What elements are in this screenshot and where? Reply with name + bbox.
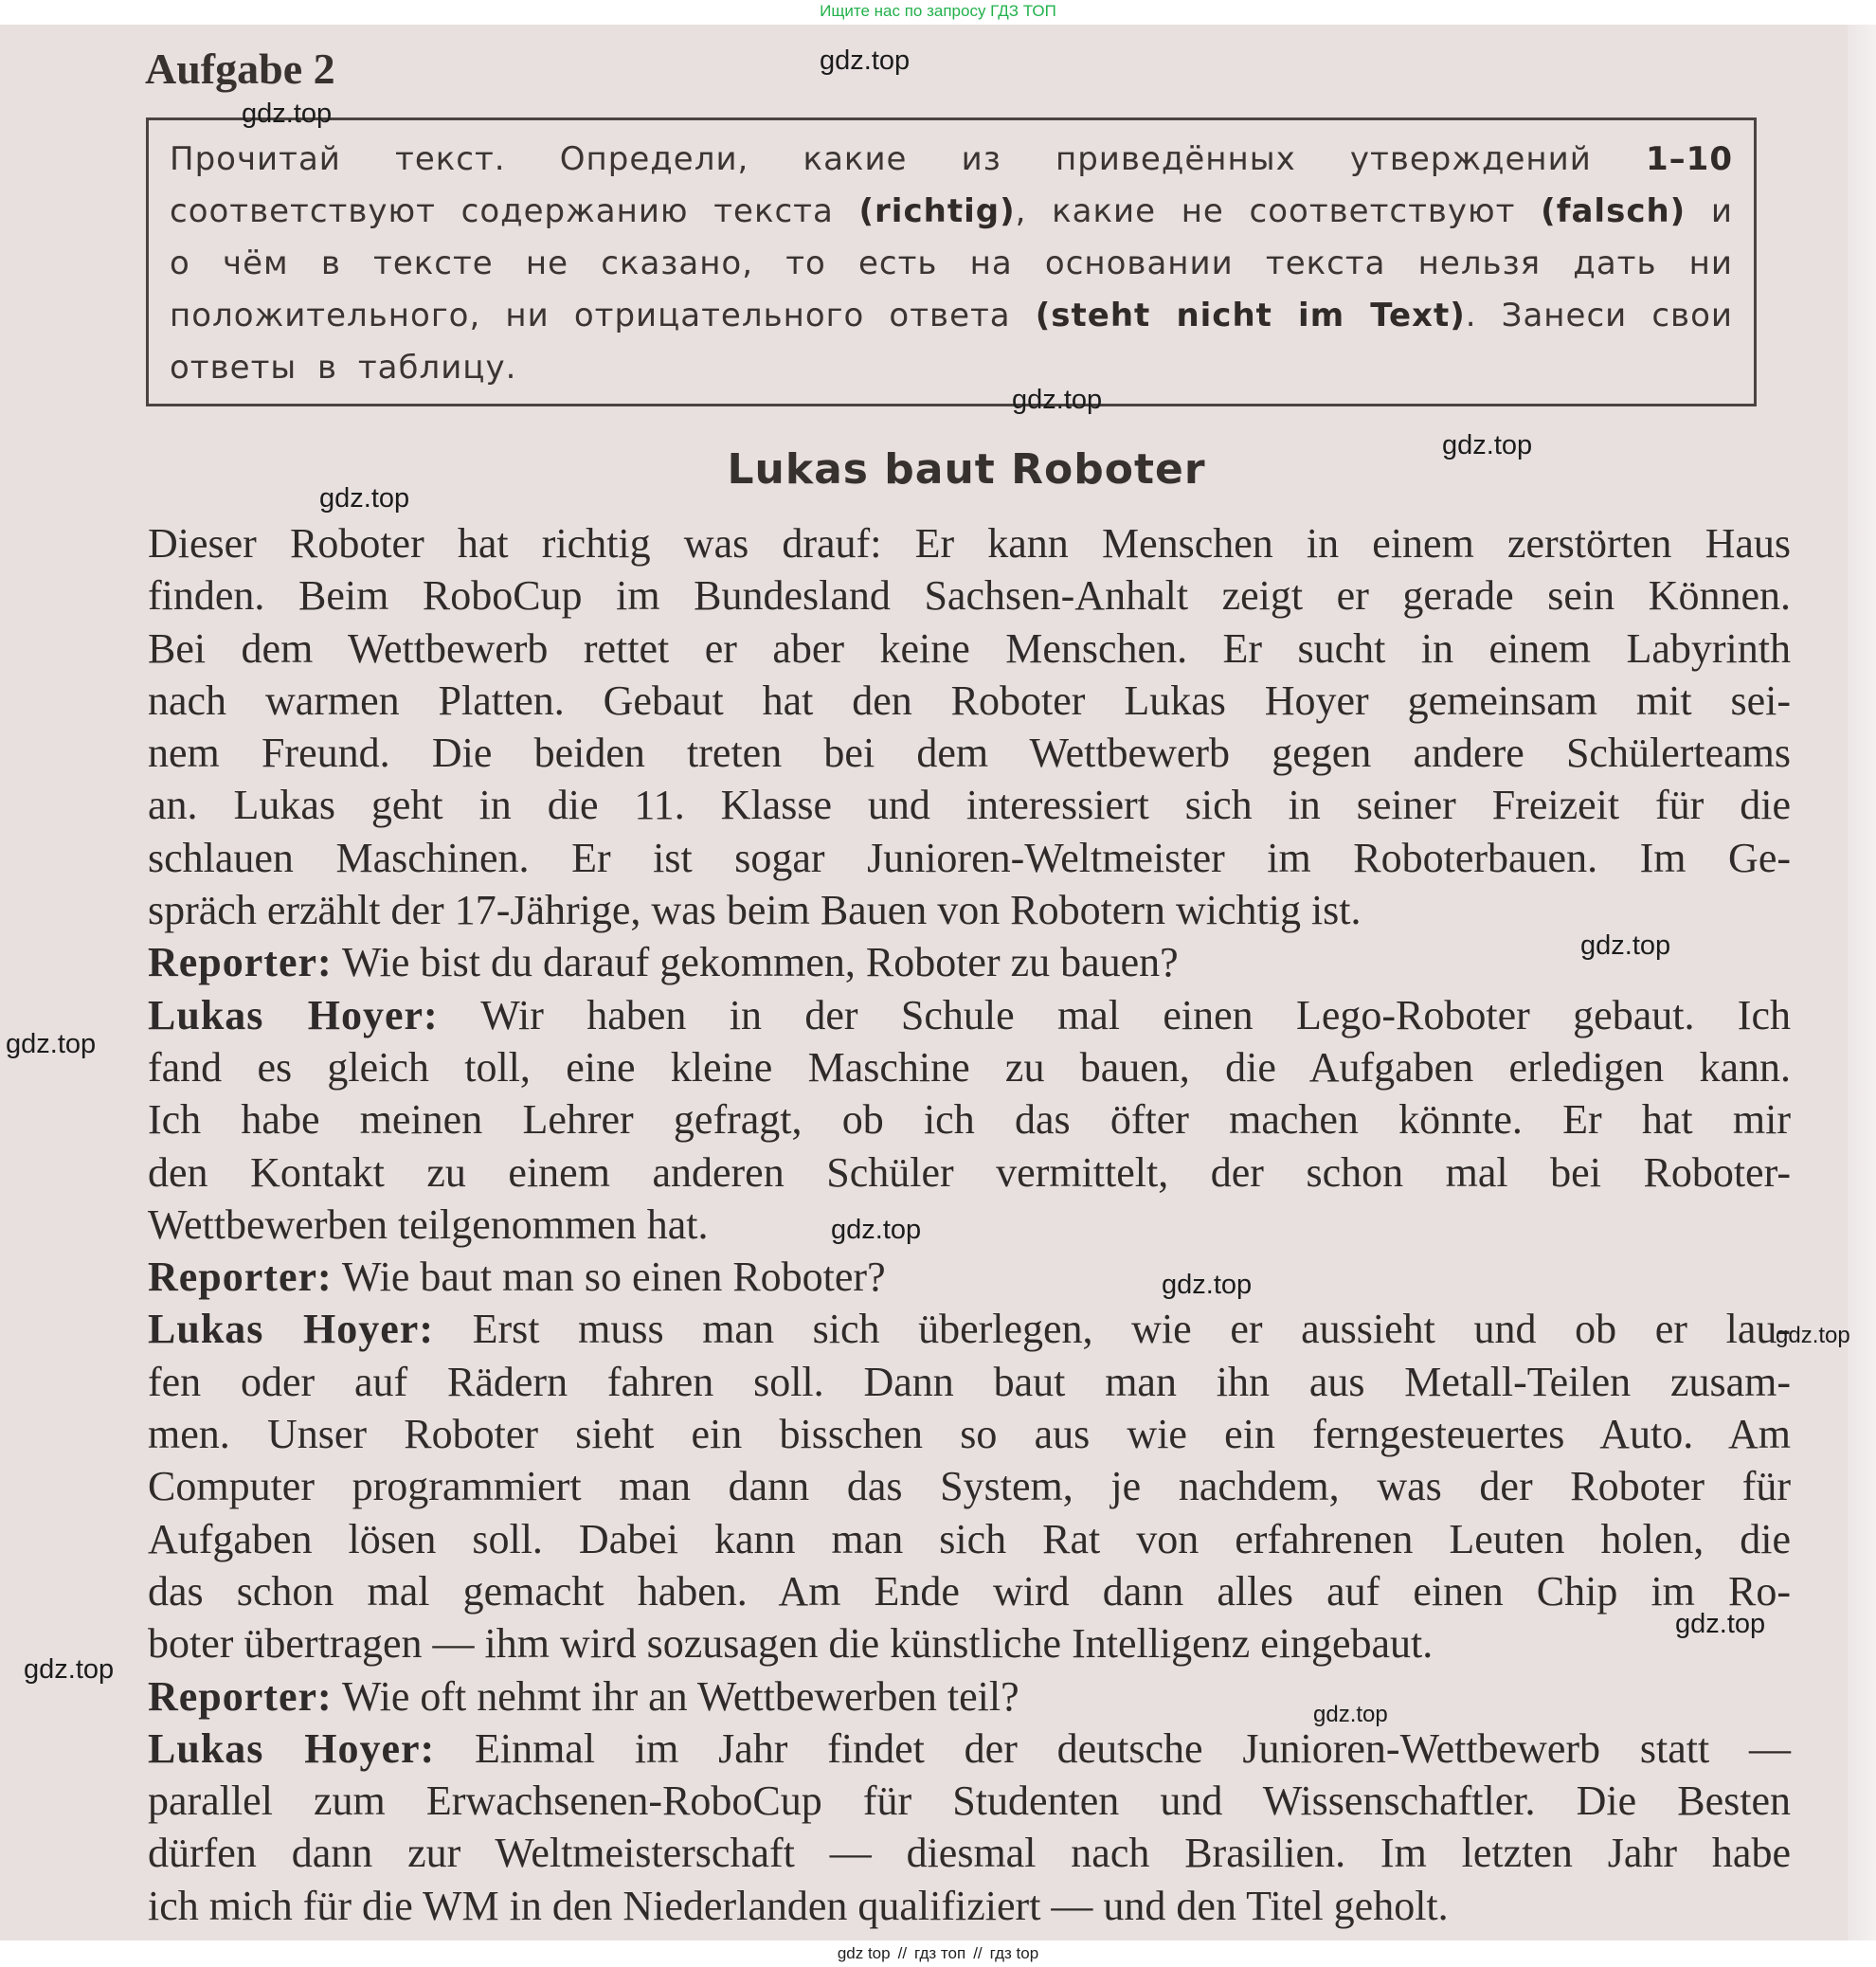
- line-text: nem Freund. Die beiden treten bei dem Wettbewerb gegen andere Schülerteams: [148, 730, 1791, 777]
- watermark: gdz.top: [1162, 1270, 1253, 1300]
- line-text: Aufgaben lösen soll. Dabei kann man sich Rat von erfahrenen Leuten holen, die: [148, 1515, 1791, 1562]
- line-text: Bei dem Wettbewerb rettet er aber keine Menschen. Er sucht in einem Labyrinth: [148, 624, 1791, 672]
- line-text: Wie bist du darauf gekommen, Roboter zu bauen?: [332, 939, 1179, 986]
- instruction-box: [146, 117, 1757, 406]
- speaker-label: Lukas Hoyer:: [148, 991, 439, 1038]
- line-text: Wie oft nehmt ihr an Wettbewerben teil?: [332, 1672, 1019, 1720]
- line-text: schlauen Maschinen. Er ist sogar Junioren-Weltmeister im Roboterbauen. Im Ge-: [148, 834, 1791, 881]
- instruction-falsch: (falsch): [1541, 192, 1687, 230]
- article-line: [148, 1303, 1791, 1355]
- line-text: parallel zum Erwachsenen-RoboCup für Studenten und Wissenschaftler. Die Besten: [148, 1778, 1791, 1825]
- watermark: gdz.top: [6, 1029, 97, 1059]
- watermark: gdz.top: [1313, 1702, 1388, 1727]
- article-line: [148, 1670, 1791, 1723]
- article-line: [148, 1880, 1791, 1932]
- article-line: [148, 517, 1791, 569]
- article-line: [148, 675, 1791, 727]
- line-text: Wir haben in der Schule mal einen Lego-Roboter gebaut. Ich: [438, 991, 1791, 1038]
- watermark: gdz.top: [1442, 430, 1533, 460]
- instruction-steht-nicht: (steht nicht im Text): [1035, 297, 1466, 334]
- instruction-range: 1–10: [1646, 140, 1733, 178]
- speaker-label: Lukas Hoyer:: [148, 1306, 434, 1353]
- bottom-banner: [0, 1940, 1876, 1967]
- watermark: gdz.top: [242, 99, 333, 129]
- article-line: [148, 832, 1791, 884]
- line-text: Dieser Roboter hat richtig was drauf: Er kann Menschen in einem zerstörten Haus: [148, 520, 1791, 567]
- article-line: [148, 779, 1791, 831]
- line-text: Einmal im Jahr findet der deutsche Junioren-Wettbewerb statt —: [435, 1724, 1791, 1772]
- line-text: dürfen dann zur Weltmeisterschaft — diesmal nach Brasilien. Im letzten Jahr habe: [148, 1830, 1791, 1877]
- line-text: an. Lukas geht in die 11. Klasse und interessiert sich in seiner Freizeit für die: [148, 782, 1791, 829]
- article-line: [148, 727, 1791, 779]
- line-text: nach warmen Platten. Gebaut hat den Roboter Lukas Hoyer gemeinsam mit sei-: [148, 677, 1791, 724]
- instruction-text-4: и о чём в тексте не сказано, то есть на основании текста нельзя дать ни положительного, ни отрицательного ответа: [170, 192, 1734, 334]
- scanned-page: [0, 25, 1876, 1940]
- line-text: boter übertragen — ihm wird sozusagen die künstliche Intelligenz eingebaut.: [148, 1620, 1434, 1668]
- line-text: spräch erzählt der 17-Jährige, was beim Bauen von Robotern wichtig ist.: [148, 887, 1362, 934]
- line-text: das schon mal gemacht haben. Am Ende wird dann alles auf einen Chip im Ro-: [148, 1567, 1791, 1615]
- article-line: [148, 884, 1791, 936]
- line-text: finden. Beim RoboCup im Bundesland Sachsen-Anhalt zeigt er gerade sein Können.: [148, 572, 1791, 620]
- instruction-text-1: Прочитай текст. Определи, какие из приведённых утверждений: [170, 140, 1647, 178]
- top-banner-text: Ищите нас по запросу ГДЗ ТОП: [820, 2, 1056, 20]
- line-text: den Kontakt zu einem anderen Schüler vermittelt, der schon mal bei Roboter-: [148, 1148, 1791, 1196]
- line-text: Erst muss man sich überlegen, wie er aussieht und ob er lau-: [433, 1306, 1791, 1353]
- bottom-banner-separator: //: [973, 1944, 983, 1962]
- line-text: Computer programmiert man dann das System, je nachdem, was der Roboter für: [148, 1463, 1791, 1510]
- instruction-text-5: . Занеси свои ответы в таблицу.: [170, 297, 1733, 387]
- article-line: [148, 936, 1791, 988]
- line-text: Ich habe meinen Lehrer gefragt, ob ich das öfter machen könnte. Er hat mir: [148, 1096, 1791, 1144]
- watermark: gdz.top: [1675, 1609, 1766, 1639]
- instruction-text-2: соответствуют содержанию текста: [170, 192, 859, 230]
- line-text: Wie baut man so einen Roboter?: [332, 1254, 886, 1301]
- watermark: gdz.top: [1580, 930, 1671, 961]
- article-title: Lukas baut Roboter: [727, 445, 1206, 494]
- article-line: [148, 1827, 1791, 1879]
- line-text: fen oder auf Rädern fahren soll. Dann baut man ihn aus Metall-Teilen zusam-: [148, 1358, 1791, 1405]
- bottom-banner-item: gdz top: [837, 1944, 891, 1962]
- watermark: gdz.top: [24, 1654, 115, 1685]
- speaker-label: Reporter:: [148, 939, 333, 986]
- article-body: [148, 517, 1791, 1932]
- article-line: [148, 1617, 1791, 1669]
- speaker-label: Reporter:: [148, 1672, 333, 1720]
- instruction-richtig: (richtig): [858, 192, 1016, 230]
- article-line: [148, 1408, 1791, 1460]
- article-line: [148, 1199, 1791, 1251]
- watermark: gdz.top: [319, 483, 410, 514]
- article-line: [148, 1460, 1791, 1512]
- article-line: [148, 569, 1791, 622]
- watermark: gdz.top: [820, 45, 911, 76]
- speaker-label: Reporter:: [148, 1254, 333, 1301]
- article-line: [148, 1146, 1791, 1199]
- article-line: [148, 1565, 1791, 1617]
- line-text: ich mich für die WM in den Niederlanden qualifiziert — und den Titel geholt.: [148, 1882, 1449, 1929]
- article-line: [148, 623, 1791, 675]
- article-line: [148, 1041, 1791, 1093]
- watermark: gdz.top: [1776, 1323, 1850, 1348]
- article-line: [148, 1513, 1791, 1565]
- watermark: gdz.top: [1012, 385, 1103, 415]
- article-line: [148, 1356, 1791, 1408]
- bottom-banner-separator: //: [897, 1944, 908, 1962]
- line-text: Wettbewerben teilgenommen hat.: [148, 1200, 709, 1248]
- page-edge: [1848, 25, 1876, 1940]
- instruction-text-3: , какие не соответствуют: [1015, 192, 1542, 230]
- article-line: [148, 1251, 1791, 1303]
- bottom-banner-item: гдз топ: [914, 1944, 966, 1962]
- watermark: gdz.top: [831, 1215, 922, 1245]
- speaker-label: Lukas Hoyer:: [148, 1724, 436, 1772]
- article-line: [148, 1723, 1791, 1775]
- article-line: [148, 1775, 1791, 1827]
- top-banner: [0, 0, 1876, 25]
- line-text: fand es gleich toll, eine kleine Maschine zu bauen, die Aufgaben erledigen kann.: [148, 1043, 1791, 1091]
- article-line: [148, 989, 1791, 1041]
- line-text: men. Unser Roboter sieht ein bisschen so aus wie ein ferngesteuertes Auto. Am: [148, 1411, 1791, 1458]
- bottom-banner-item: гдз top: [989, 1944, 1039, 1962]
- article-line: [148, 1093, 1791, 1146]
- task-title: Aufgabe 2: [145, 45, 335, 93]
